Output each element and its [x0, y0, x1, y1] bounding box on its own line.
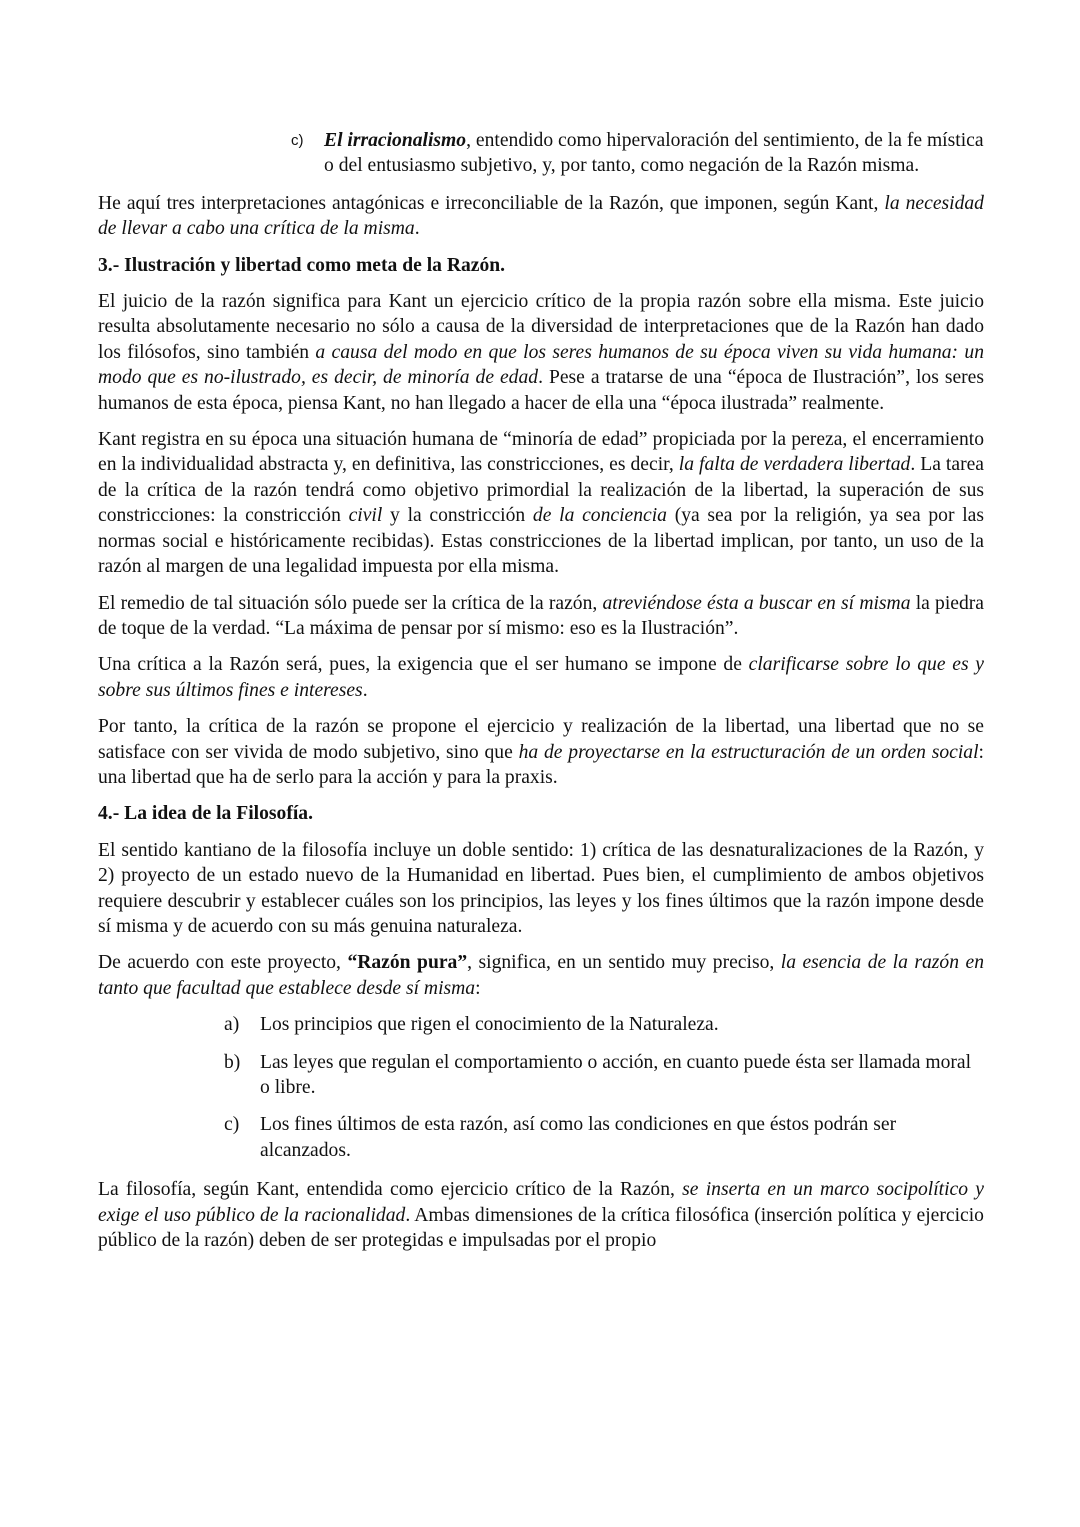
section-heading-4: 4.- La idea de la Filosofía. [98, 803, 313, 825]
term-irracionalismo: El irracionalismo [324, 130, 467, 151]
facultad-list [98, 1012, 984, 1163]
list-marker: a) [224, 1014, 240, 1036]
paragraph-intro: He aquí tres interpretaciones antagónicas e irreconciliable de la Razón, que imponen, según Kant, la necesidad de llevar a cabo una crítica de la misma. [98, 192, 984, 240]
list-item: c) Los fines últimos de esta razón, así como las condiciones en que éstos podrán ser alcanzados. [224, 1114, 897, 1161]
paragraph-por-tanto: Por tanto, la crítica de la razón se propone el ejercicio y realización de la libertad, una libertad que no se satisface con ser vivida de modo subjetivo, sino que ha de proyectarse en la estructuración de un orden social: una libertad que ha de serlo para la acción y para la praxis. [98, 716, 984, 788]
list-marker: b) [224, 1051, 241, 1073]
document-page [98, 128, 984, 1264]
list-item: b) Las leyes que regulan el comportamiento o acción, en cuanto puede ésta ser llamada moral o libre. [224, 1051, 972, 1098]
list-item: a) Los principios que rigen el conocimiento de la Naturaleza. [98, 1012, 984, 1037]
paragraph-kant: Kant registra en su época una situación humana de “minoría de edad” propiciada por la pereza, el encerramiento en la individualidad abstracta y, en definitiva, las constricciones, es decir, la falta de verdadera libertad. La tarea de la crítica de la razón tendrá como objetivo primordial la realización de la libertad, la superación de sus constricciones: la constricción civil y la constricción de la conciencia (ya sea por la religión, ya sea por las normas social e históricamente recibidas). Estas constricciones de la libertad implican, por tanto, un uso de la razón al margen de una legalidad impuesta por ella misma. [98, 429, 984, 578]
paragraph-filosofia: La filosofía, según Kant, entendida como ejercicio crítico de la Razón, se inserta en un marco socipolítico y exige el uso público de la racionalidad. Ambas dimensiones de la crítica filosófica (inserción política y ejercicio público de la razón) deben de ser protegidas e impulsadas por el propio [98, 1179, 984, 1252]
list-marker: c) [224, 1114, 240, 1136]
paragraph-juicio: El juicio de la razón significa para Kant un ejercicio crítico de la propia razón sobre ella misma. Este juicio resulta absolutamente necesario no sólo a causa de la diversidad de interpretaciones que de la Razón han dado los filósofos, sino también a causa del modo en que los seres humanos de su época viven su vida humana: un modo que es no-ilustrado, es decir, de minoría de edad. Pese a tratarse de una “época de Ilustración”, los seres humanos de esta época, piensa Kant, no han llegado a hacer de ella una “época ilustrada” realmente. [98, 291, 984, 414]
paragraph-remedio: El remedio de tal situación sólo puede ser la crítica de la razón, atreviéndose ésta a buscar en sí misma la piedra de toque de la verdad. “La máxima de pensar por sí mismo: eso es la Ilustración”. [98, 592, 984, 639]
paragraph-critica: Una crítica a la Razón será, pues, la exigencia que el ser humano se impone de clarificarse sobre lo que es y sobre sus últimos fines e intereses. [98, 654, 984, 701]
section-heading-3: 3.- Ilustración y libertad como meta de la Razón. [98, 254, 506, 276]
paragraph-sentido: El sentido kantiano de la filosofía incluye un doble sentido: 1) crítica de las desnaturalizaciones de la Razón, y 2) proyecto de un estado nuevo de la Humanidad en libertad. Pues bien, el cumplimiento de ambos objetivos requiere descubrir y establecer cuáles son los principios, las leyes y los fines últimos que la razón impone desde sí misma y de acuerdo con su más genuina naturaleza. [98, 839, 984, 937]
paragraph-razon-pura: De acuerdo con este proyecto, “Razón pura”, significa, en un sentido muy preciso, la esencia de la razón en tanto que facultad que establece desde sí misma: [98, 952, 984, 999]
list-marker: c) [291, 132, 304, 149]
list-item-c-irracionalismo: c) El irracionalismo, entendido como hipervaloración del sentimiento, de la fe mística o del entusiasmo subjetivo, y, por tanto, como negación de la Razón misma. [291, 130, 984, 177]
